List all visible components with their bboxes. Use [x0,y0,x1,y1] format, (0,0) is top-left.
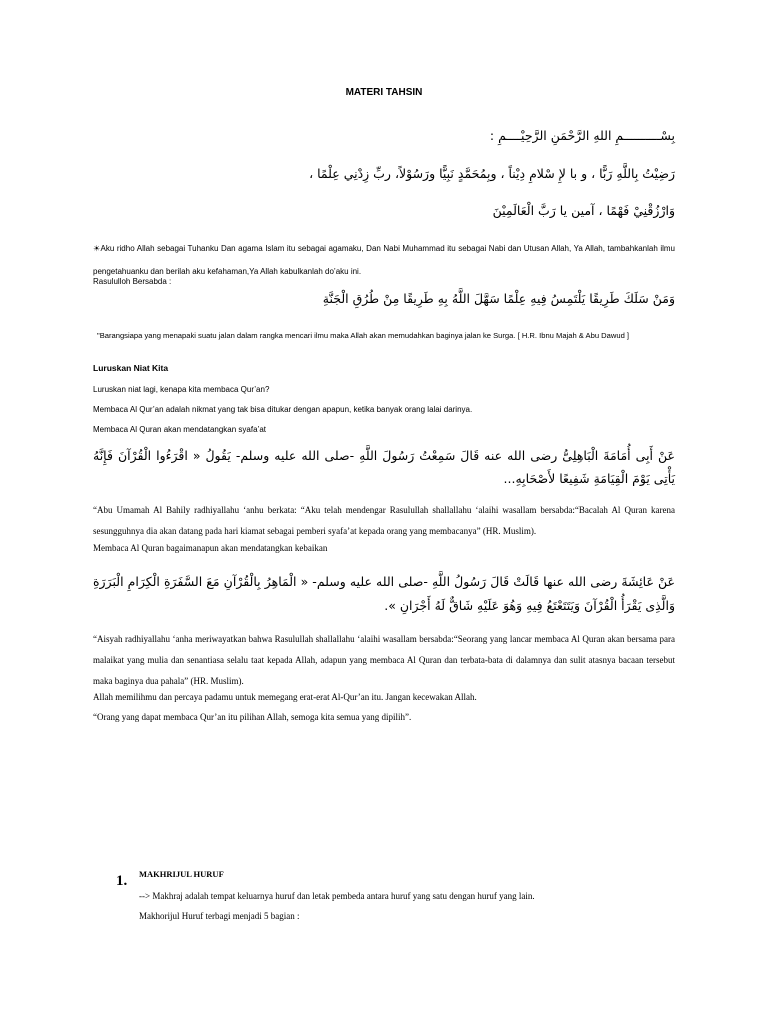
line-makhorijul-terbagi: Makhorijul Huruf terbagi menjadi 5 bagian : [139,911,300,921]
rasul-bersabda-label: Rasululloh Bersabda : [93,277,172,286]
quote-hadith-ilmu: "Barangsiapa yang menapaki suatu jalan dalam rangka mencari ilmu maka Allah akan memudahkan baginya jalan ke Surga. [ H.R. Ibnu Majah & Abu Dawud ] [97,331,630,340]
paragraph-ridho: ☀Aku ridho Allah sebagai Tuhanku Dan agama Islam itu sebagai agamaku, Dan Nabi Muhammad itu sebagai Nabi dan Utusan Allah, Ya Allah, tambahkanlah ilmu pengetahuanku dan berilah aku kefahaman,Ya Allah kabulkanlah do’aku ini. [93,244,675,276]
arabic-warzuqni: وَارْزُقْنِيْ فَهْمًا ، آمين يا رَبَّ الْعَالَمِيْنَ [492,203,675,218]
section-number: 1. [116,873,128,889]
line-makhraj-definition: --> Makhraj adalah tempat keluarnya huruf dan letak pembeda antara huruf yang satu dengan huruf yang lain. [139,891,535,901]
line-syafaat: Membaca Al Quran akan mendatangkan syafa’at [93,425,266,434]
heading-luruskan-niat: Luruskan Niat Kita [93,363,169,373]
line-nikmat: Membaca Al Qur’an adalah nikmat yang tak bisa ditukar dengan apapun, ketika banyak orang lalai darinya. [93,405,473,414]
line-kebaikan: Membaca Al Quran bagaimanapun akan mendatangkan kebaikan [93,543,328,553]
arabic-hadith-ilmu: وَمَنْ سَلَكَ طَرِيقًا يَلْتَمِسُ فِيهِ عِلْمًا سَهَّلَ اللَّهُ بِهِ طَرِيقًا مِنْ طُرُقِ الْجَنَّةِ [322,291,675,306]
line-allah-memilihmu: Allah memilihmu dan percaya padamu untuk memegang erat-erat Al-Qur’an itu. Jangan kecewakan Allah. [93,692,477,702]
heading-makhrijul-huruf: MAKHRIJUL HURUF [139,869,224,879]
arabic-basmalah: بِسْــــــــــمِ اللهِ الرَّحْمَنِ الرَّحِيْــــمِ : [489,128,675,143]
arabic-hadith-abu-umamah: عَنْ أَبِى أُمَامَةَ الْبَاهِلِىُّ رضى الله عنه قَالَ سَمِعْتُ رَسُولَ اللَّهِ -صلى الله عليه وسلم- يَقُولُ « اقْرَءُوا الْقُرْآنَ فَإِنَّهُ يَأْتِى يَوْمَ الْقِيَامَةِ شَفِيعًا لأَصْحَابِهِ... [93,448,675,486]
arabic-hadith-aisyah: عَنْ عَائِشَةَ رضى الله عنها قَالَتْ قَالَ رَسُولُ اللَّهِ -صلى الله عليه وسلم- « الْمَاهِرُ بِالْقُرْآنِ مَعَ السَّفَرَةِ الْكِرَامِ الْبَرَرَةِ وَالَّذِى يَقْرَأُ الْقُرْآنَ وَيَتَتَعْتَعُ فِيهِ وَهُوَ عَلَيْهِ شَاقٌّ لَهُ أَجْرَانِ ». [93,574,675,613]
arabic-ridho: رَضِيْتُ بِاللَّهِ رَبًّا ، و با لإِ سْلامِ دِيْناً ، وبِمُحَمَّدٍ نَبِيًّا ورَسُوْلاً، ربِّ زِدْنِي عِلْمًا ، [309,166,675,181]
paragraph-aisyah: “Aisyah radhiyallahu ‘anha meriwayatkan bahwa Rasulullah shallallahu ‘alaihi wasallam bersabda:“Seorang yang lancar membaca Al Quran akan bersama para malaikat yang mulia dan senantiasa selalu taat kepada Allah, adapun yang membaca Al Quran dan terbata-bata di dalamnya dan sulit atasnya bacaan tersebut maka baginya dua pahala” (HR. Muslim). [93,634,675,686]
paragraph-abu-umamah: “Abu Umamah Al Bahily radhiyallahu ‘anhu berkata: “Aku telah mendengar Rasulullah shallallahu ‘alaihi wasallam bersabda:“Bacalah Al Quran karena sesungguhnya dia akan datang pada hari kiamat sebagai pemberi syafa’at kepada orang yang membacanya” (HR. Muslim). [93,505,675,536]
line-orang-pilihan: “Orang yang dapat membaca Qur’an itu pilihan Allah, semoga kita semua yang dipilih”. [93,712,412,722]
page-title: MATERI TAHSIN [345,87,423,98]
line-luruskan-niat: Luruskan niat lagi, kenapa kita membaca Qur’an? [93,385,270,394]
